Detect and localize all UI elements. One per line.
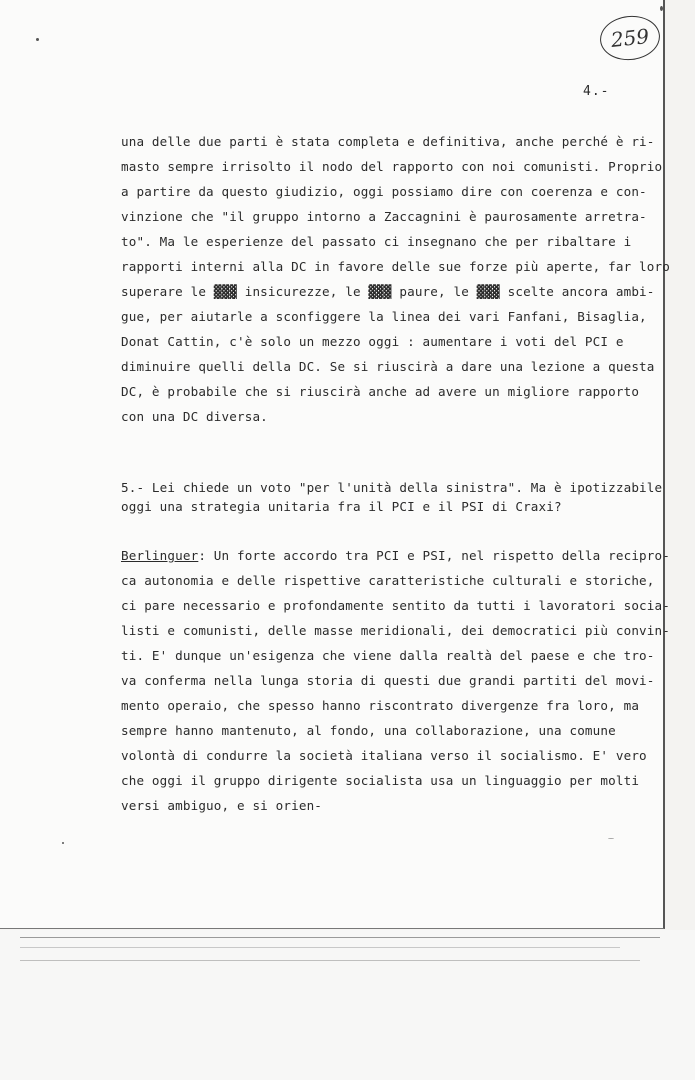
text-line: volontà di condurre la società italiana verso il socialismo. E' vero <box>121 748 647 763</box>
scan-speck <box>36 38 39 41</box>
text-line: ci pare necessario e profondamente sentito da tutti i lavoratori socia- <box>121 598 670 613</box>
text-line: rapporti interni alla DC in favore delle sue forze più aperte, far loro <box>121 259 670 274</box>
answer-first-line: Berlinguer : Un forte accordo tra PCI e PSI, nel rispetto della recipro- <box>121 543 591 568</box>
scan-speck <box>62 842 64 844</box>
scan-artifact-line <box>20 947 620 948</box>
page-number: 4.- <box>583 84 610 99</box>
text-line: ca autonomia e delle rispettive caratteristiche culturali e storiche, <box>121 573 655 588</box>
text-line: versi ambiguo, e si orien- <box>121 798 323 813</box>
answer-paragraph <box>121 543 670 818</box>
speaker-name: Berlinguer <box>121 548 199 563</box>
text-line: to". Ma le esperienze del passato ci insegnano che per ribaltare i <box>121 234 632 249</box>
scan-speck <box>608 838 614 839</box>
question-5 <box>121 478 663 516</box>
paragraph-1 <box>121 129 670 429</box>
scan-speck <box>660 6 663 11</box>
text-line: mento operaio, che spesso hanno riscontrato divergenze fra loro, ma <box>121 698 640 713</box>
scan-artifact-line <box>20 937 660 938</box>
text-line: va conferma nella lunga storia di questi due grandi partiti del movi- <box>121 673 655 688</box>
text-line: superare le ▓▓▓ insicurezze, le ▓▓▓ paure, le ▓▓▓ scelte ancora ambi- <box>121 284 655 299</box>
text-line: Donat Cattin, c'è solo un mezzo oggi : aumentare i voti del PCI e <box>121 334 624 349</box>
question-line: oggi una strategia unitaria fra il PCI e il PSI di Craxi? <box>121 499 562 514</box>
text-line: DC, è probabile che si riuscirà anche ad avere un migliore rapporto <box>121 384 640 399</box>
text-line: diminuire quelli della DC. Se si riuscirà a dare una lezione a questa <box>121 359 655 374</box>
archive-number-stamp: 259 <box>598 13 662 63</box>
text-line: a partire da questo giudizio, oggi possiamo dire con coerenza e con- <box>121 184 647 199</box>
text-line: una delle due parti è stata completa e definitiva, anche perché è ri- <box>121 134 655 149</box>
text-line: vinzione che "il gruppo intorno a Zaccagnini è paurosamente arretra- <box>121 209 647 224</box>
text-line: listi e comunisti, delle masse meridionali, dei democratici più convin- <box>121 623 670 638</box>
text-line: che oggi il gruppo dirigente socialista usa un linguaggio per molti <box>121 773 640 788</box>
text-line: sempre hanno mantenuto, al fondo, una collaborazione, una comune <box>121 723 616 738</box>
scan-margin <box>0 930 695 1080</box>
text-line: gue, per aiutarle a sconfiggere la linea dei vari Fanfani, Bisaglia, <box>121 309 647 324</box>
text-line: ti. E' dunque un'esigenza che viene dalla realtà del paese e che tro- <box>121 648 655 663</box>
scan-artifact-line <box>20 960 640 961</box>
text-line: con una DC diversa. <box>121 409 268 424</box>
text-line: masto sempre irrisolto il nodo del rapporto con noi comunisti. Proprio <box>121 159 663 174</box>
question-line: 5.- Lei chiede un voto "per l'unità della sinistra". Ma è ipotizzabile <box>121 480 663 495</box>
